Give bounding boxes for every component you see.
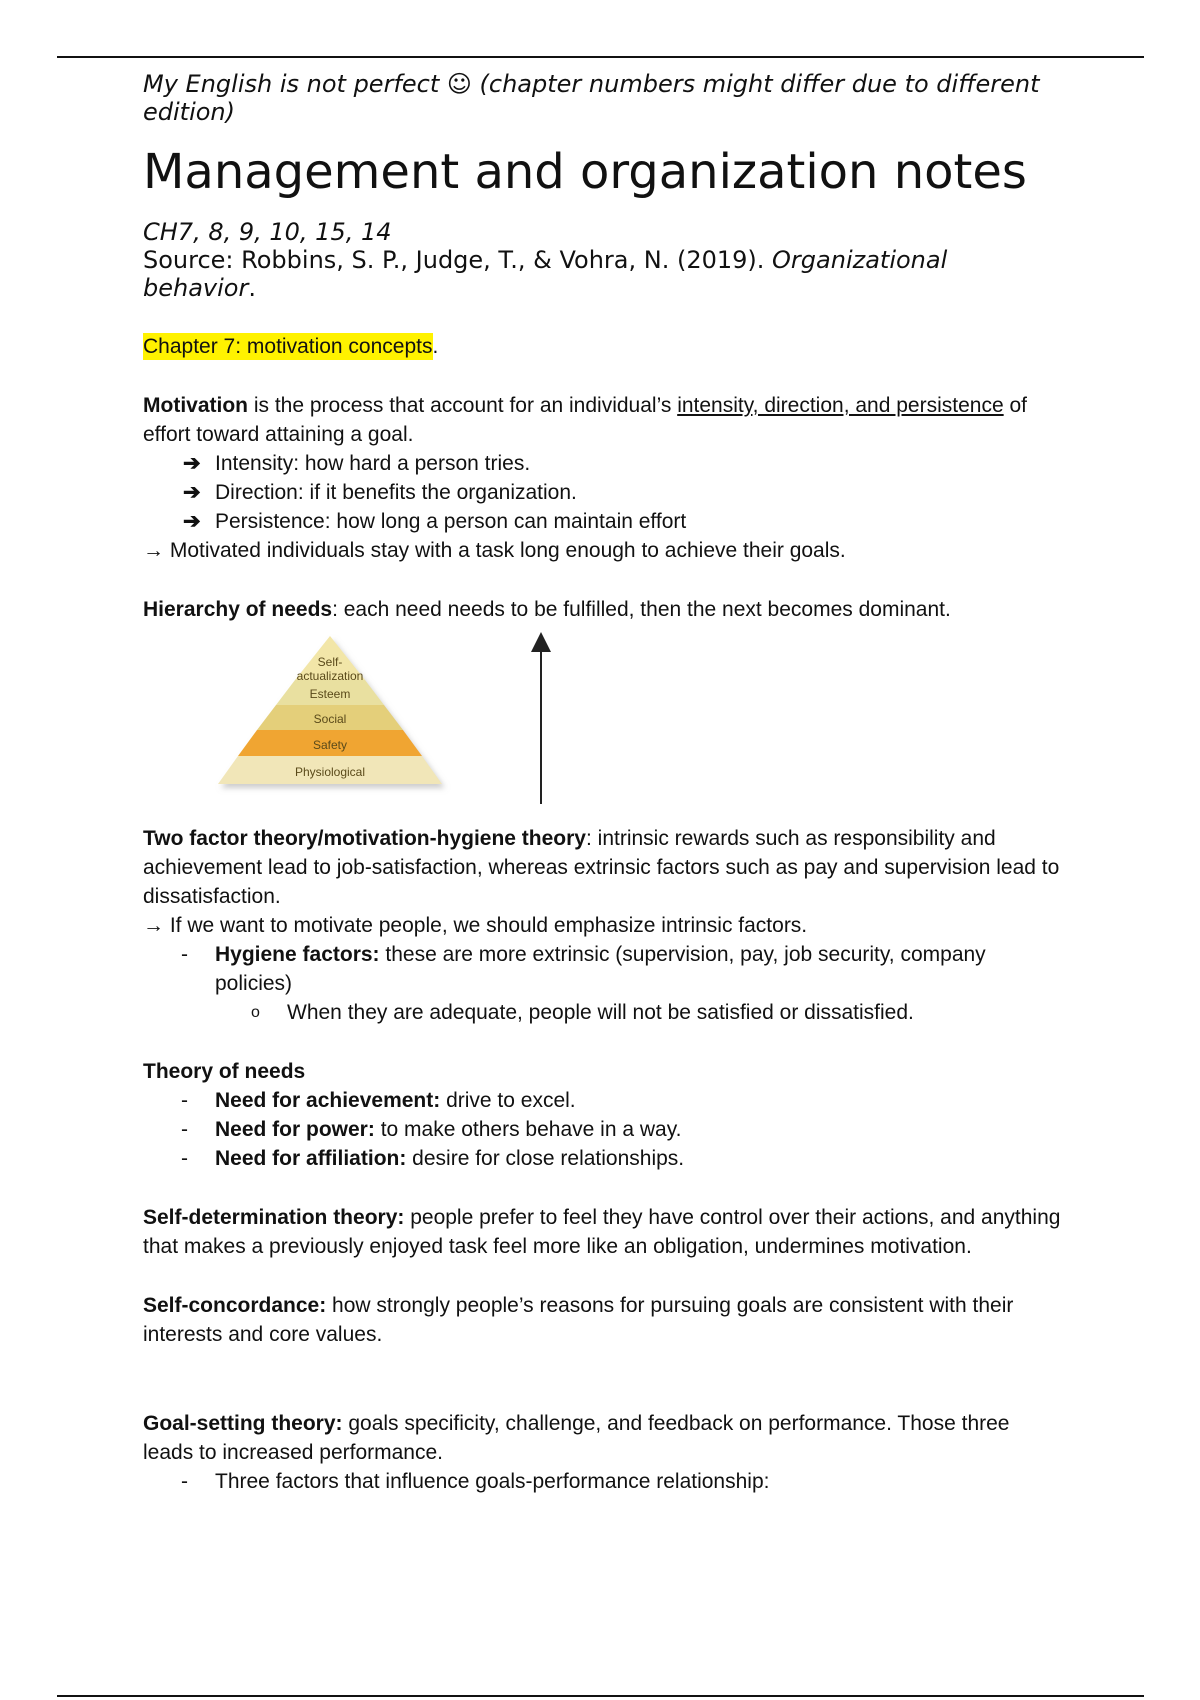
list-item <box>251 998 1063 1027</box>
need-text: drive to excel. <box>440 1089 576 1112</box>
arrow-icon: ➔ <box>183 452 201 475</box>
intro-note: My English is not perfect ☺ (chapter numbers might differ due to different edition) <box>143 70 1040 126</box>
pyramid-label: Esteem <box>309 687 351 701</box>
theory-of-needs-term: Theory of needs <box>143 1060 306 1083</box>
list-item <box>183 478 1063 507</box>
dash-bullet: - <box>181 1470 188 1493</box>
hygiene-sublist <box>215 998 1063 1027</box>
hierarchy-paragraph <box>143 595 1063 624</box>
needs-list <box>143 1086 1063 1173</box>
bullet-text: Intensity: how hard a person tries. <box>215 452 531 475</box>
dash-bullet: - <box>181 1089 188 1112</box>
pyramid-label: Physiological <box>294 765 366 779</box>
two-factor-paragraph <box>143 824 1063 911</box>
hygiene-text: these are more extrinsic (supervision, pay, job security, company policies) <box>215 943 986 995</box>
source-suffix: . <box>248 274 256 302</box>
pyramid-label: Safety <box>312 738 348 752</box>
top-rule <box>57 56 1144 58</box>
bullet-text: Persistence: how long a person can maintain effort <box>215 510 687 533</box>
bullet-text: Direction: if it benefits the organization. <box>215 481 577 504</box>
need-term: Need for achievement: <box>215 1089 441 1112</box>
list-item <box>181 1115 1063 1144</box>
goal-setting-list <box>143 1467 1063 1496</box>
arrow-icon: ➔ <box>183 510 201 533</box>
pyramid-label: actualization <box>296 669 364 683</box>
pyramid-label: Self- <box>317 655 343 669</box>
motivation-bullets <box>143 449 1063 536</box>
list-item <box>181 1144 1063 1173</box>
goal-setting-paragraph <box>143 1409 1063 1467</box>
need-text: desire for close relationships. <box>406 1147 685 1170</box>
list-item <box>183 449 1063 478</box>
source-title: Organizational behavior <box>143 246 948 302</box>
list-item <box>181 1467 1063 1496</box>
self-determination-term: Self-determination theory: <box>143 1206 405 1229</box>
page-title: Management and organization notes <box>143 144 1027 200</box>
sub-bullet-text: When they are adequate, people will not be satisfied or dissatisfied. <box>287 1001 914 1024</box>
need-term: Need for power: <box>215 1118 375 1141</box>
hierarchy-text: : each need needs to be fulfilled, then the next becomes dominant. <box>332 598 951 621</box>
list-item <box>181 1086 1063 1115</box>
pyramid-label: Social <box>313 712 347 726</box>
arrow-icon: ➔ <box>183 481 201 504</box>
self-concordance-term: Self-concordance: <box>143 1294 327 1317</box>
motivation-underlined: intensity, direction, and persistence <box>677 394 1004 417</box>
heading-suffix: . <box>432 335 439 358</box>
motivation-text-end: of effort toward attaining a goal. <box>143 394 1028 446</box>
hierarchy-figure <box>143 632 1063 812</box>
self-determination-paragraph <box>143 1203 1063 1261</box>
up-arrow-shaft <box>540 644 542 804</box>
need-text: to make others behave in a way. <box>374 1118 682 1141</box>
hygiene-list <box>143 940 1063 1027</box>
chapter7-heading <box>143 332 1063 361</box>
source-citation <box>143 246 1063 302</box>
dash-bullet: - <box>181 943 188 966</box>
hygiene-term: Hygiene factors: <box>215 943 380 966</box>
dash-bullet: - <box>181 1118 188 1141</box>
need-term: Need for affiliation: <box>215 1147 407 1170</box>
goal-setting-term: Goal-setting theory: <box>143 1412 343 1435</box>
list-item <box>181 940 1063 1027</box>
theory-of-needs-heading <box>143 1057 1063 1086</box>
motivation-paragraph <box>143 391 1063 449</box>
motivation-term: Motivation <box>143 394 248 417</box>
goal-setting-text: goals specificity, challenge, and feedback on performance. Those three leads to increased performance. <box>143 1412 1010 1464</box>
document-page <box>143 70 1063 1496</box>
highlighted-heading: Chapter 7: motivation concepts <box>143 335 433 358</box>
goal-setting-bullet: Three factors that influence goals-performance relationship: <box>215 1470 770 1493</box>
self-determination-text: people prefer to feel they have control over their actions, and anything that makes a previously enjoyed task feel more like an obligation, undermines motivation. <box>143 1206 1061 1258</box>
list-item <box>183 507 1063 536</box>
two-factor-note: → If we want to motivate people, we should emphasize intrinsic factors. <box>143 914 808 937</box>
motivation-note: → Motivated individuals stay with a task long enough to achieve their goals. <box>143 539 846 562</box>
dash-bullet: - <box>181 1147 188 1170</box>
two-factor-text: : intrinsic rewards such as responsibility and achievement lead to job-satisfaction, whereas extrinsic factors such as pay and supervision lead to dissatisfaction. <box>143 827 1060 908</box>
bottom-rule <box>57 1695 1144 1697</box>
circle-bullet: o <box>251 1004 260 1021</box>
chapter-list: CH7, 8, 9, 10, 15, 14 <box>143 218 392 246</box>
two-factor-term: Two factor theory/motivation-hygiene theory <box>143 827 586 850</box>
source-prefix: Source: Robbins, S. P., Judge, T., & Vohra, N. (2019). <box>143 246 773 274</box>
hierarchy-term: Hierarchy of needs <box>143 598 333 621</box>
needs-pyramid <box>180 632 500 810</box>
self-concordance-paragraph <box>143 1291 1063 1349</box>
motivation-text: is the process that account for an individual’s <box>248 394 678 417</box>
self-concordance-text: how strongly people’s reasons for pursuing goals are consistent with their interests and core values. <box>143 1294 1014 1346</box>
